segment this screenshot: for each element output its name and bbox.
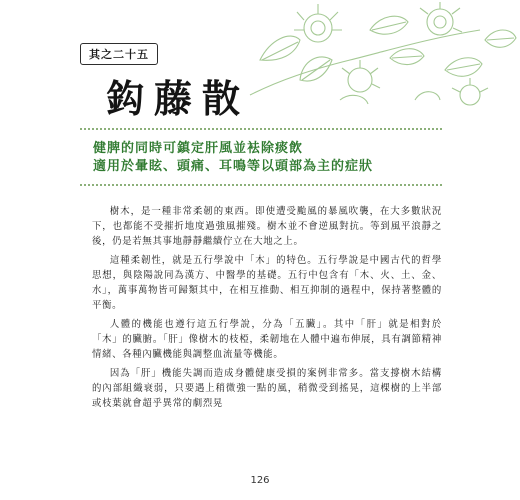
page-title: 鈎藤散	[106, 76, 251, 121]
divider-top	[80, 128, 442, 130]
paragraph: 人體的機能也遵行這五行學說，分為「五臟」。其中「肝」就是相對於「木」的臟腑。「肝」像樹木的枝椏，柔韌地在人體中遍布伸展，具有調節精神情緒、各種內臟機能與調整血流量等機能。	[92, 319, 442, 360]
body-text	[92, 204, 442, 415]
page-number: 126	[250, 475, 270, 486]
subtitle-line: 適用於暈眩、頭痛、耳鳴等以頭部為主的症狀	[93, 159, 374, 174]
subtitle	[93, 140, 373, 176]
paragraph: 樹木，是一種非常柔韌的東西。即使遭受颱風的暴風吹襲，在大多數狀況下，也都能不受摧折地度過強風摧殘。樹木並不會逆風對抗。等到風平浪靜之後，仍是若無其事地靜靜繼續佇立在大地之上。	[92, 206, 442, 247]
subtitle-line: 健脾的同時可鎮定肝風並袪除痰飲	[93, 141, 304, 156]
paragraph: 這種柔韌性，就是五行學說中「木」的特色。五行學說是中國古代的哲學思想，與陰陽說同為漢方、中醫學的基礎。五行中包含有「木、火、土、金、水」，萬事萬物皆可歸類其中，在相互推動、相互抑制的過程中，保持著整體的平衡。	[92, 255, 442, 311]
divider-bottom	[80, 184, 442, 186]
paragraph: 因為「肝」機能失調而造成身體健康受損的案例非常多。當支撐樹木結構的內部組織衰弱，只要遇上稍微強一點的風，稍微受到搖晃，這棵樹的上半部或枝葉就會超乎異常的劇烈晃	[92, 368, 442, 409]
botanical-illustration	[240, 0, 520, 110]
chapter-tag: 其之二十五	[80, 43, 158, 65]
